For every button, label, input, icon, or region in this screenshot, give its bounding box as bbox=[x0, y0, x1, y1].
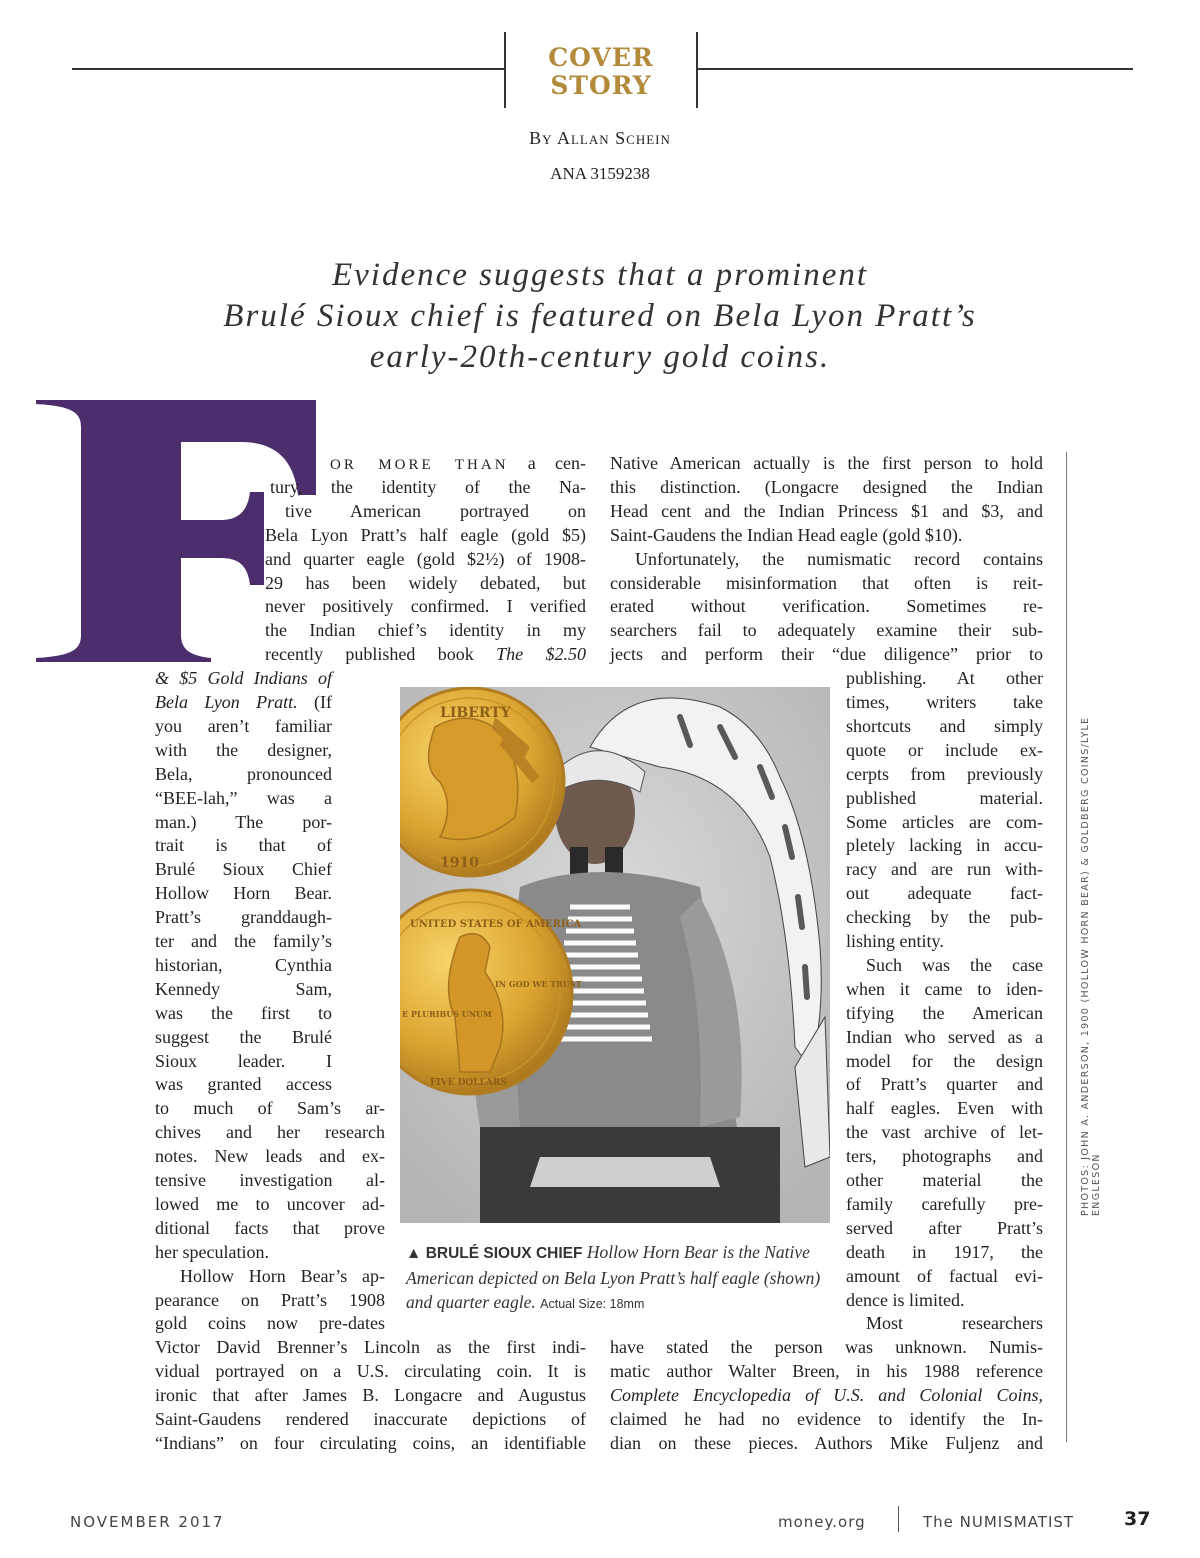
col2-line: published material. bbox=[846, 787, 1043, 808]
col2-line: pletely lacking in accu- bbox=[846, 835, 1043, 856]
coin-reverse-denomination: FIVE DOLLARS bbox=[430, 1078, 507, 1088]
deck-line-2: Brulé Sioux chief is featured on Bela Lyon Pratt’s bbox=[223, 298, 977, 334]
col1-line: Pratt’s granddaugh- bbox=[155, 907, 332, 928]
col2-line: quote or include ex- bbox=[846, 739, 1043, 760]
col2-line: served after Pratt’s bbox=[846, 1217, 1043, 1238]
col1-line: you aren’t familiar bbox=[155, 715, 332, 736]
footer-divider bbox=[898, 1506, 899, 1532]
col1-line: OR MORE THAN a cen- bbox=[330, 453, 586, 473]
header-rule-left bbox=[72, 68, 504, 70]
col1-line: was granted access bbox=[155, 1074, 332, 1095]
column-rule bbox=[1066, 452, 1067, 1442]
col2-line: Indian who served as a bbox=[846, 1026, 1043, 1047]
col2-line: the vast archive of let- bbox=[846, 1122, 1043, 1143]
col1-line: Victor David Brenner’s Lincoln as the first indi- bbox=[155, 1337, 586, 1358]
coin-reverse-motto-1: E PLURIBUS UNUM bbox=[402, 1009, 492, 1019]
col1-line: vidual portrayed on a U.S. circulating coin. It is bbox=[155, 1361, 586, 1382]
col1-line: notes. New leads and ex- bbox=[155, 1146, 385, 1167]
col2-line: dence is limited. bbox=[846, 1289, 965, 1310]
col2-line: dian on these pieces. Authors Mike Fuljenz and bbox=[610, 1432, 1043, 1453]
col1-line: the Indian chief’s identity in my bbox=[265, 620, 586, 641]
col2-line: erated without verification. Sometimes re- bbox=[610, 596, 1043, 617]
footer-website[interactable]: money.org bbox=[778, 1513, 866, 1531]
col1-line: Brulé Sioux Chief bbox=[155, 859, 332, 880]
col2-line: when it came to iden- bbox=[846, 978, 1043, 999]
col2-line: Unfortunately, the numismatic record contains bbox=[635, 548, 1043, 569]
col2-line: have stated the person was unknown. Numis- bbox=[610, 1337, 1043, 1358]
col1-line: with the designer, bbox=[155, 739, 332, 760]
col1-line: chives and her research bbox=[155, 1122, 385, 1143]
col1-line: suggest the Brulé bbox=[155, 1026, 332, 1047]
page-number: 37 bbox=[1124, 1508, 1151, 1530]
photo-credit: PHOTOS: JOHN A. ANDERSON, 1900 (HOLLOW HORN BEAR) & GOLDBERG COINS/LYLE ENGLESON bbox=[1080, 716, 1102, 1216]
col2-line: amount of factual evi- bbox=[846, 1265, 1043, 1286]
col1-line: & $5 Gold Indians of bbox=[155, 668, 332, 689]
col2-line: considerable misinformation that often is reit- bbox=[610, 572, 1043, 593]
deck bbox=[100, 255, 1100, 378]
col1-line: Hollow Horn Bear. bbox=[155, 883, 332, 904]
col2-line: Most researchers bbox=[866, 1313, 1043, 1334]
col2-line: Native American actually is the first person to hold bbox=[610, 453, 1043, 473]
col2-line: racy and are run with- bbox=[846, 859, 1043, 880]
col2-line: out adequate fact- bbox=[846, 883, 1043, 904]
col1-line: lowed me to uncover ad- bbox=[155, 1193, 385, 1214]
caption-lead: BRULÉ SIOUX CHIEF bbox=[425, 1245, 583, 1262]
col1-line: “Indians” on four circulating coins, an identifiable bbox=[155, 1432, 586, 1453]
col1-line: tensive investigation al- bbox=[155, 1170, 385, 1190]
coin-reverse-motto-2: IN GOD WE TRUST bbox=[495, 979, 582, 989]
col2-line: family carefully pre- bbox=[846, 1193, 1043, 1214]
col2-line: checking by the pub- bbox=[846, 907, 1043, 928]
col1-line: Saint-Gaudens rendered inaccurate depictions of bbox=[155, 1409, 586, 1429]
col2-line: claimed he had no evidence to identify the In- bbox=[610, 1409, 1043, 1429]
col1-line: Sioux leader. I bbox=[155, 1050, 332, 1071]
col1-line: ditional facts that prove bbox=[155, 1217, 385, 1238]
header-rule-right bbox=[697, 68, 1133, 70]
col2-line: of Pratt’s quarter and bbox=[846, 1074, 1043, 1095]
col1-line: trait is that of bbox=[155, 835, 332, 856]
col2-line: cerpts from previously bbox=[846, 763, 1043, 784]
col1-line: 29 has been widely debated, but bbox=[265, 572, 586, 593]
col1-line: tury, the identity of the Na- bbox=[270, 476, 586, 497]
byline: By Allan Schein bbox=[529, 128, 671, 148]
caption-text: Hollow Horn Bear is the Native American depicted on Bela Lyon Pratt’s half eagle (shown) and quarter eagle. bbox=[406, 1242, 821, 1312]
deck-line-1: Evidence suggests that a prominent bbox=[331, 257, 869, 293]
col1-line: her speculation. bbox=[155, 1241, 269, 1262]
section-label bbox=[505, 44, 697, 100]
col1-line: Bela Lyon Pratt’s half eagle (gold $5) bbox=[265, 524, 586, 545]
col1-line: and quarter eagle (gold $2½) of 1908- bbox=[265, 548, 586, 569]
col1-line: pearance on Pratt’s 1908 bbox=[155, 1289, 385, 1310]
chief-photo bbox=[400, 687, 830, 1223]
col2-line: Some articles are com- bbox=[846, 811, 1043, 832]
figure-caption bbox=[406, 1240, 832, 1316]
coin-obverse-legend: LIBERTY bbox=[440, 705, 511, 721]
col2-line: Saint-Gaudens the Indian Head eagle (gold $10). bbox=[610, 524, 963, 545]
col2-line: jects and perform their “due diligence” prior to bbox=[610, 644, 1043, 665]
coin-obverse-date: 1910 bbox=[440, 855, 479, 871]
col2-line: Head cent and the Indian Princess $1 and $3, and bbox=[610, 500, 1043, 521]
section-label-line2: STORY bbox=[550, 71, 652, 100]
col2-line: lishing entity. bbox=[846, 931, 944, 951]
col1-line: to much of Sam’s ar- bbox=[155, 1098, 385, 1119]
col1-line: ironic that after James B. Longacre and Augustus bbox=[155, 1385, 586, 1406]
col1-line: man.) The por- bbox=[155, 811, 332, 832]
col2-line: other material the bbox=[846, 1170, 1043, 1190]
col1-line: never positively confirmed. I verified bbox=[265, 596, 586, 617]
member-number: ANA 3159238 bbox=[550, 164, 650, 183]
section-label-line1: COVER bbox=[548, 43, 654, 72]
deck-line-3: early-20th-century gold coins. bbox=[369, 339, 831, 375]
col1-line: tive American portrayed on bbox=[285, 500, 586, 521]
col1-line: “BEE-lah,” was a bbox=[155, 787, 332, 808]
col1-line: gold coins now pre-dates bbox=[155, 1313, 385, 1334]
col1-line: Bela, pronounced bbox=[155, 763, 332, 784]
col2-line: publishing. At other bbox=[846, 668, 1043, 689]
caption-triangle-icon: ▲ bbox=[406, 1245, 422, 1262]
col2-line: ters, photographs and bbox=[846, 1146, 1043, 1167]
col1-line: recently published book The $2.50 bbox=[265, 644, 586, 665]
col2-line: tifying the American bbox=[846, 1002, 1043, 1023]
col1-line: Kennedy Sam, bbox=[155, 978, 332, 999]
col2-line: times, writers take bbox=[846, 692, 1043, 712]
col2-line: half eagles. Even with bbox=[846, 1098, 1043, 1119]
lead-in: OR MORE THAN bbox=[330, 457, 509, 473]
coin-reverse-legend: UNITED STATES OF AMERICA bbox=[410, 919, 582, 930]
col1-line: Bela Lyon Pratt. (If bbox=[155, 692, 332, 712]
col2-line: shortcuts and simply bbox=[846, 715, 1043, 736]
col1-line: was the first to bbox=[155, 1002, 332, 1023]
chief-illustration bbox=[400, 687, 830, 1223]
col1-line: historian, Cynthia bbox=[155, 954, 332, 975]
col2-line: matic author Walter Breen, in his 1988 reference bbox=[610, 1361, 1043, 1382]
col2-line: Such was the case bbox=[866, 954, 1043, 975]
col2-line: death in 1917, the bbox=[846, 1241, 1043, 1262]
col2-line: Complete Encyclopedia of U.S. and Colonial Coins, bbox=[610, 1385, 1043, 1406]
col2-line: this distinction. (Longacre designed the Indian bbox=[610, 476, 1043, 497]
caption-actual-size: Actual Size: 18mm bbox=[540, 1297, 645, 1311]
col2-line: model for the design bbox=[846, 1050, 1043, 1071]
col2-line: searchers fail to adequately examine their sub- bbox=[610, 620, 1043, 641]
footer-date: NOVEMBER 2017 bbox=[70, 1513, 225, 1531]
col1-line: Hollow Horn Bear’s ap- bbox=[180, 1265, 385, 1286]
col1-line: ter and the family’s bbox=[155, 931, 332, 951]
footer-magazine: The NUMISMATIST bbox=[923, 1513, 1075, 1531]
